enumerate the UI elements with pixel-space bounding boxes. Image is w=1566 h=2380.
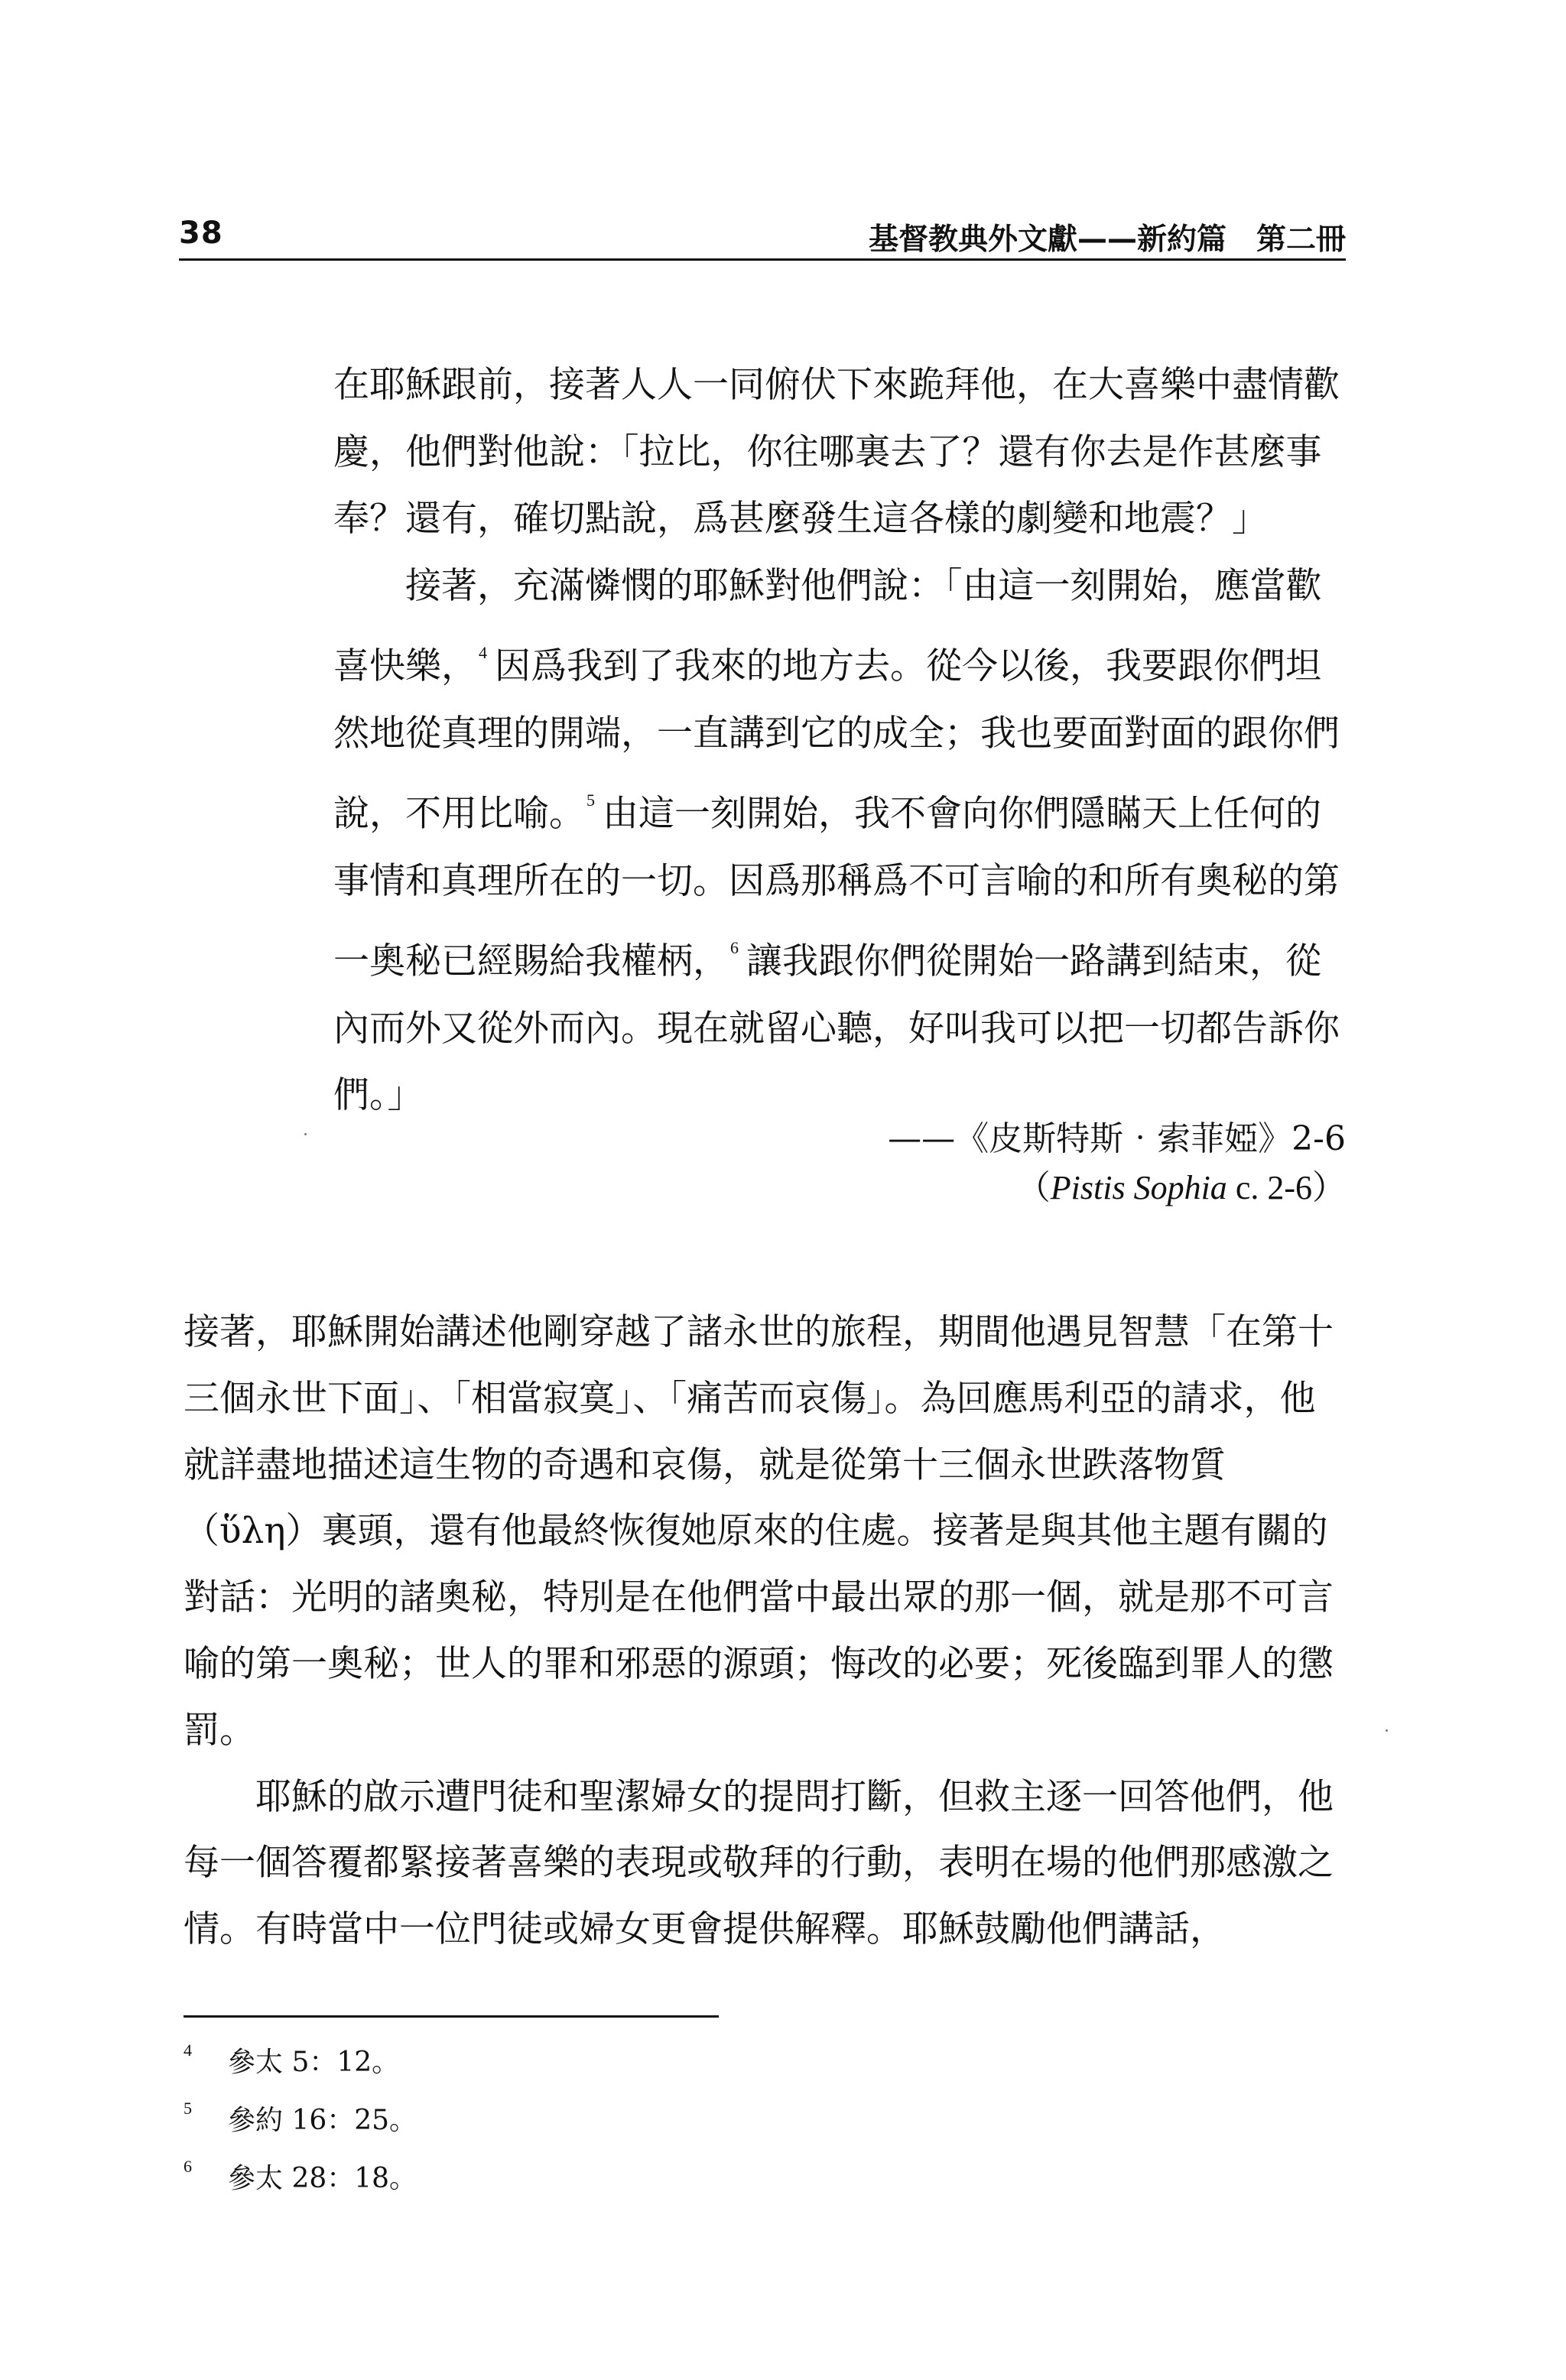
footnotes (184, 2034, 1330, 2208)
quote-text: 因爲我到了我來的地方去。從今以後，我要跟你們坦然地從真理的開端，一直講到它的成全；我也要面對面的跟你們說，不用比喻。 (333, 645, 1340, 835)
page-number: 38 (179, 216, 223, 251)
citation-latin (888, 1164, 1346, 1213)
scan-speck (1386, 1729, 1388, 1732)
footnote-marker: 6 (730, 938, 739, 957)
footnote (184, 2092, 1330, 2150)
quote-text: 讓我跟你們從開始一路講到結束，從內而外又從外而內。現在就留心聽，好叫我可以把一切都告訴你們。」 (333, 940, 1340, 1116)
footnote-divider (184, 2015, 719, 2018)
block-quote (333, 352, 1346, 1129)
footnote-number: 4 (184, 2041, 192, 2060)
running-title: 基督教典外文獻——新約篇 第二冊 (868, 222, 1346, 257)
footnote-number: 6 (184, 2157, 192, 2176)
quote-paragraph-1 (333, 352, 1346, 553)
footnote-marker: 4 (479, 643, 487, 662)
footnote-number: 5 (184, 2099, 192, 2118)
citation-latin-rest: c. 2-6 (1226, 1169, 1312, 1206)
quote-text: 由這一刻開始，我不會向你們隱瞞天上任何的事情和真理所在的一切。因爲那稱爲不可言喻的和所有奧秘的第一奧秘已經賜給我權柄， (333, 793, 1340, 982)
paren: （ (1016, 1168, 1051, 1207)
quote-text: 接著，充滿憐憫的耶穌對他們說：「由這一刻開始，應當歡喜快樂， (333, 564, 1322, 687)
quote-citation (888, 1115, 1346, 1213)
page-header (179, 213, 1346, 261)
paren: ） (1312, 1168, 1346, 1207)
footnote (184, 2150, 1330, 2208)
body-paragraph-2: 耶穌的啟示遭門徒和聖潔婦女的提問打斷，但救主逐一回答他們，他每一個答覆都緊接著喜樂的表現或敬拜的行動，表明在場的他們那感激之情。有時當中一位門徒或婦女更會提供解釋。耶穌鼓勵他們講話， (184, 1775, 1334, 1951)
quote-paragraph-2 (333, 553, 1346, 1129)
footnote-text: 參太 5：12。 (228, 2047, 400, 2078)
citation-chinese: ——《皮斯特斯‧索菲婭》2-6 (888, 1119, 1346, 1158)
footnote-marker: 5 (586, 791, 595, 810)
scan-speck (304, 1133, 307, 1135)
quote-text: 在耶穌跟前，接著人人一同俯伏下來跪拜他，在大喜樂中盡情歡慶，他們對他說：「拉比，你往哪裏去了？還有你去是作甚麼事奉？還有，確切點說，爲甚麼發生這各樣的劇變和地震？」 (333, 364, 1340, 540)
citation-latin-title: Pistis Sophia (1050, 1169, 1227, 1206)
footnote (184, 2034, 1330, 2092)
footnote-text: 參太 28：18。 (228, 2163, 417, 2194)
body-text (184, 1300, 1346, 1963)
footnote-text: 參約 16：25。 (228, 2105, 417, 2136)
body-paragraph-1: 接著，耶穌開始講述他剛穿越了諸永世的旅程，期間他遇見智慧「在第十三個永世下面」、「相當寂寞」、「痛苦而哀傷」。為回應馬利亞的請求，他就詳盡地描述這生物的奇遇和哀傷，就是從第十三個永世跌落物質（ὕλη）裏頭，還有他最終恢復她原來的住處。接著是與其他主題有關的對話：光明的諸奧秘，特別是在他們當中最出眾的那一個，就是那不可言喻的第一奧秘；世人的罪和邪惡的源頭；悔改的必要；死後臨到罪人的懲罰。 (184, 1311, 1334, 1752)
